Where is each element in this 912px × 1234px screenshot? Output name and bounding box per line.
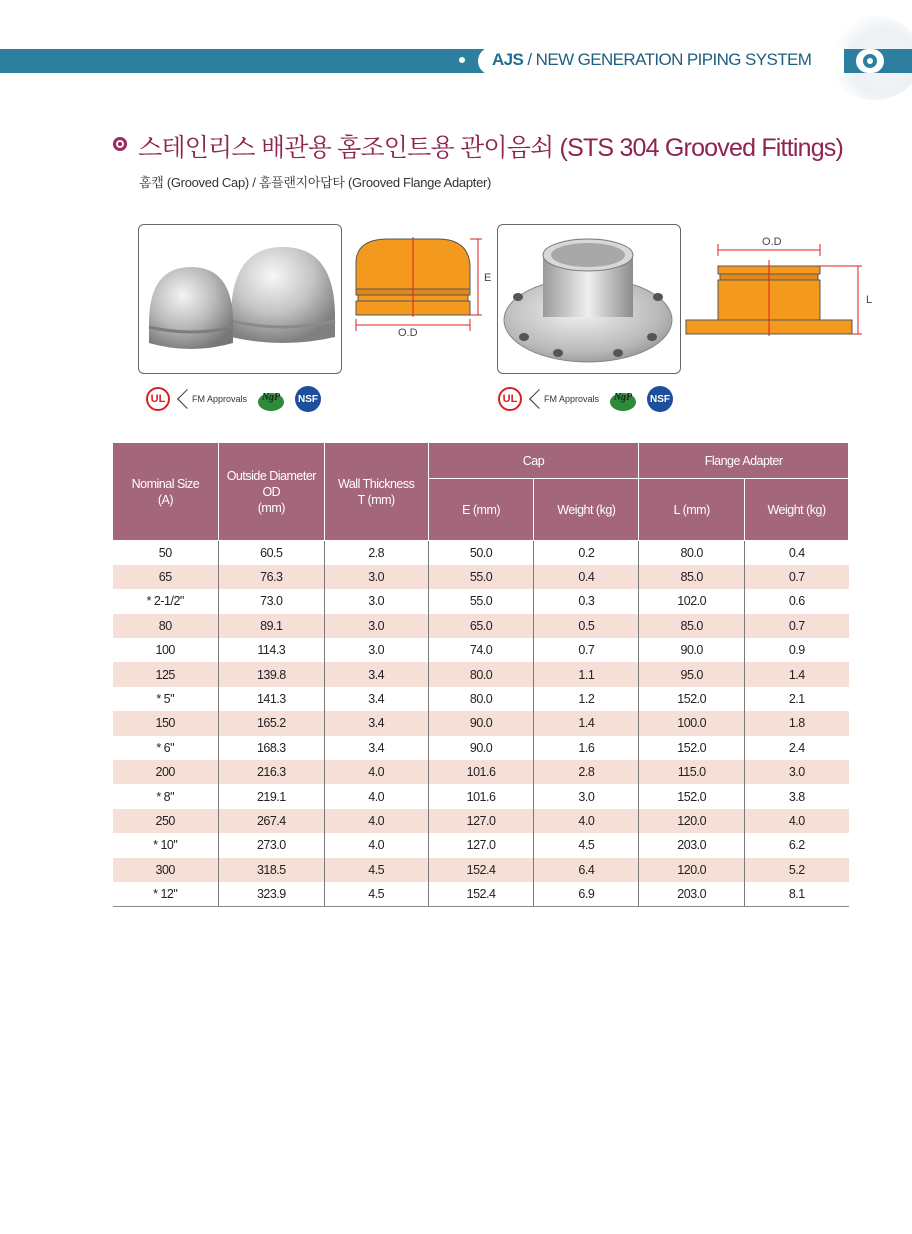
table-cell: 323.9 [218, 882, 324, 906]
table-cell: 141.3 [218, 687, 324, 711]
table-cell: 65.0 [428, 614, 534, 638]
ul-logo-icon: UL [146, 387, 170, 411]
table-cell: 115.0 [639, 760, 745, 784]
table-cell: 100.0 [639, 711, 745, 735]
table-cell: 127.0 [428, 833, 534, 857]
table-cell: 80 [113, 614, 219, 638]
table-cell: 0.9 [745, 638, 849, 662]
table-cell: 89.1 [218, 614, 324, 638]
table-cell: 8.1 [745, 882, 849, 906]
header-dot-icon [455, 53, 469, 67]
table-row [113, 541, 849, 565]
flange-adapter-photo [497, 224, 681, 374]
table-cell: 0.6 [745, 589, 849, 613]
table-cell: 4.5 [324, 858, 428, 882]
flange-dim-od-label: O.D [762, 236, 782, 248]
table-cell: 125 [113, 662, 219, 686]
table-cell: 1.1 [534, 662, 639, 686]
table-cell: 152.4 [428, 882, 534, 906]
table-cell: 2.4 [745, 736, 849, 760]
table-cell: * 5" [156, 692, 175, 707]
table-cell: 4.5 [324, 882, 428, 906]
table-cell: 0.7 [534, 638, 639, 662]
table-cell: 267.4 [218, 809, 324, 833]
table-row [113, 687, 849, 711]
table-row [113, 858, 849, 882]
table-row [113, 784, 849, 808]
table-cell: 0.7 [745, 614, 849, 638]
brand-tagline: / NEW GENERATION PIPING SYSTEM [527, 50, 812, 69]
col-group-flange: Flange Adapter [639, 443, 849, 479]
table-cell: 3.4 [324, 711, 428, 735]
table-cell: 127.0 [428, 809, 534, 833]
col-wall-thickness: Wall Thickness T (mm) [324, 443, 428, 541]
certification-logos-cap [146, 386, 321, 412]
ngp-logo-icon [609, 386, 637, 412]
table-cell: 150 [113, 711, 219, 735]
table-cell: 85.0 [639, 614, 745, 638]
table-cell: 55.0 [428, 565, 534, 589]
ul-logo-icon: UL [498, 387, 522, 411]
certification-logos-flange [498, 386, 673, 412]
table-cell: 1.4 [534, 711, 639, 735]
table-cell: 50 [158, 545, 172, 560]
table-cell: 3.4 [324, 662, 428, 686]
nsf-logo-icon: NSF [295, 386, 321, 412]
table-cell: 60.5 [218, 541, 324, 565]
table-cell: 6.4 [534, 858, 639, 882]
table-cell: 152.0 [639, 687, 745, 711]
flange-dimension-diagram [682, 232, 872, 344]
table-cell: 216.3 [218, 760, 324, 784]
table-cell: 101.6 [428, 784, 534, 808]
table-cell: 4.0 [324, 809, 428, 833]
table-body [113, 541, 849, 907]
table-cell: 152.4 [428, 858, 534, 882]
table-cell: 4.5 [534, 833, 639, 857]
table-cell: 120.0 [639, 809, 745, 833]
table-cell: 2.8 [534, 760, 639, 784]
flange-dim-l-label: L [866, 294, 873, 306]
table-cell: 55.0 [428, 589, 534, 613]
table-cell: 3.4 [324, 687, 428, 711]
table-cell: 4.0 [324, 760, 428, 784]
col-cap-weight: Weight (kg) [534, 479, 639, 541]
table-cell: 203.0 [639, 833, 745, 857]
table-cell: 273.0 [218, 833, 324, 857]
table-cell: 100 [155, 643, 175, 658]
table-cell: 3.0 [324, 565, 428, 589]
table-cell: 2.8 [324, 541, 428, 565]
table-cell: 1.2 [534, 687, 639, 711]
table-cell: 0.5 [534, 614, 639, 638]
table-cell: 300 [113, 858, 219, 882]
table-cell: 6.9 [534, 882, 639, 906]
table-cell: 3.0 [745, 760, 849, 784]
table-cell: * 8" [156, 789, 175, 804]
table-cell: 152.0 [639, 784, 745, 808]
table-cell: 73.0 [218, 589, 324, 613]
table-cell: 318.5 [218, 858, 324, 882]
title-bullet-icon [113, 137, 127, 151]
table-row [113, 662, 849, 686]
table-cell: 168.3 [218, 736, 324, 760]
table-cell: 3.0 [324, 614, 428, 638]
title-english: (STS 304 Grooved Fittings) [559, 134, 844, 162]
table-row [113, 736, 849, 760]
table-cell: 1.4 [745, 662, 849, 686]
table-cell: 90.0 [428, 711, 534, 735]
table-cell: 101.6 [428, 760, 534, 784]
table-row [113, 565, 849, 589]
table-row [113, 882, 849, 906]
table-cell: 4.0 [324, 833, 428, 857]
table-cell: 6.2 [745, 833, 849, 857]
table-row [113, 711, 849, 735]
table-cell: 114.3 [218, 638, 324, 662]
grooved-cap-photo [138, 224, 342, 374]
col-flange-weight: Weight (kg) [745, 479, 849, 541]
table-cell: 203.0 [639, 882, 745, 906]
table-cell: 0.2 [534, 541, 639, 565]
header-tagline [492, 50, 811, 70]
table-cell: 3.0 [324, 589, 428, 613]
table-cell: 3.0 [534, 784, 639, 808]
table-cell: 76.3 [218, 565, 324, 589]
table-cell: 4.0 [534, 809, 639, 833]
table-cell: 0.4 [534, 565, 639, 589]
title-korean: 스테인리스 배관용 홈조인트용 관이음쇠 [138, 134, 554, 162]
table-cell: 0.7 [745, 565, 849, 589]
table-cell: 4.0 [745, 809, 849, 833]
ngp-logo-icon [257, 386, 285, 412]
svg-text:NgP: NgP [613, 392, 633, 403]
col-cap-e: E (mm) [428, 479, 534, 541]
table-cell: 80.0 [428, 662, 534, 686]
col-nominal-size: Nominal Size (A) [113, 443, 219, 541]
specification-table [112, 442, 849, 907]
table-cell: * 10" [153, 838, 178, 853]
fm-approvals-logo-icon: FM Approvals [180, 392, 247, 406]
cap-dimension-diagram [348, 225, 496, 345]
table-cell: 120.0 [639, 858, 745, 882]
table-cell: 2.1 [745, 687, 849, 711]
table-cell: 102.0 [639, 589, 745, 613]
table-cell: 165.2 [218, 711, 324, 735]
brand-name: AJS [492, 50, 524, 69]
table-cell: 80.0 [428, 687, 534, 711]
header-dot-icon [863, 54, 877, 68]
table-cell: 219.1 [218, 784, 324, 808]
table-row [113, 809, 849, 833]
col-flange-l: L (mm) [639, 479, 745, 541]
table-cell: 5.2 [745, 858, 849, 882]
table-cell: * 12" [113, 882, 219, 906]
table-cell: 85.0 [639, 565, 745, 589]
table-row [113, 760, 849, 784]
table-cell: 3.0 [324, 638, 428, 662]
table-cell: 3.8 [745, 784, 849, 808]
table-cell: 90.0 [428, 736, 534, 760]
nsf-logo-icon: NSF [647, 386, 673, 412]
table-cell: 50.0 [428, 541, 534, 565]
table-cell: 1.8 [745, 711, 849, 735]
page-title [138, 128, 843, 164]
table-cell: 74.0 [428, 638, 534, 662]
table-cell: 0.4 [745, 541, 849, 565]
table-cell: 95.0 [639, 662, 745, 686]
table-row [113, 638, 849, 662]
table-cell: 152.0 [639, 736, 745, 760]
table-cell: 4.0 [324, 784, 428, 808]
table-cell: 200 [113, 760, 219, 784]
fm-approvals-logo-icon: FM Approvals [532, 392, 599, 406]
table-row [113, 614, 849, 638]
page-subtitle: 홈캡 (Grooved Cap) / 홈플랜지아답타 (Grooved Flange Adapter) [139, 175, 492, 190]
table-cell: 80.0 [639, 541, 745, 565]
svg-text:NgP: NgP [261, 392, 281, 403]
table-cell: * 2-1/2" [146, 594, 184, 609]
table-cell: 139.8 [218, 662, 324, 686]
table-cell: 65 [113, 565, 219, 589]
table-cell: 90.0 [639, 638, 745, 662]
table-cell: 0.3 [534, 589, 639, 613]
table-cell: * 6" [156, 740, 175, 755]
table-row [113, 833, 849, 857]
col-group-cap: Cap [428, 443, 639, 479]
cap-dim-e-label: E [484, 272, 492, 284]
table-cell: 1.6 [534, 736, 639, 760]
cap-dim-od-label: O.D [398, 327, 418, 339]
col-outside-diameter: Outside Diameter OD (mm) [218, 443, 324, 541]
table-cell: 250 [113, 809, 219, 833]
table-cell: 3.4 [324, 736, 428, 760]
table-row [113, 589, 849, 613]
